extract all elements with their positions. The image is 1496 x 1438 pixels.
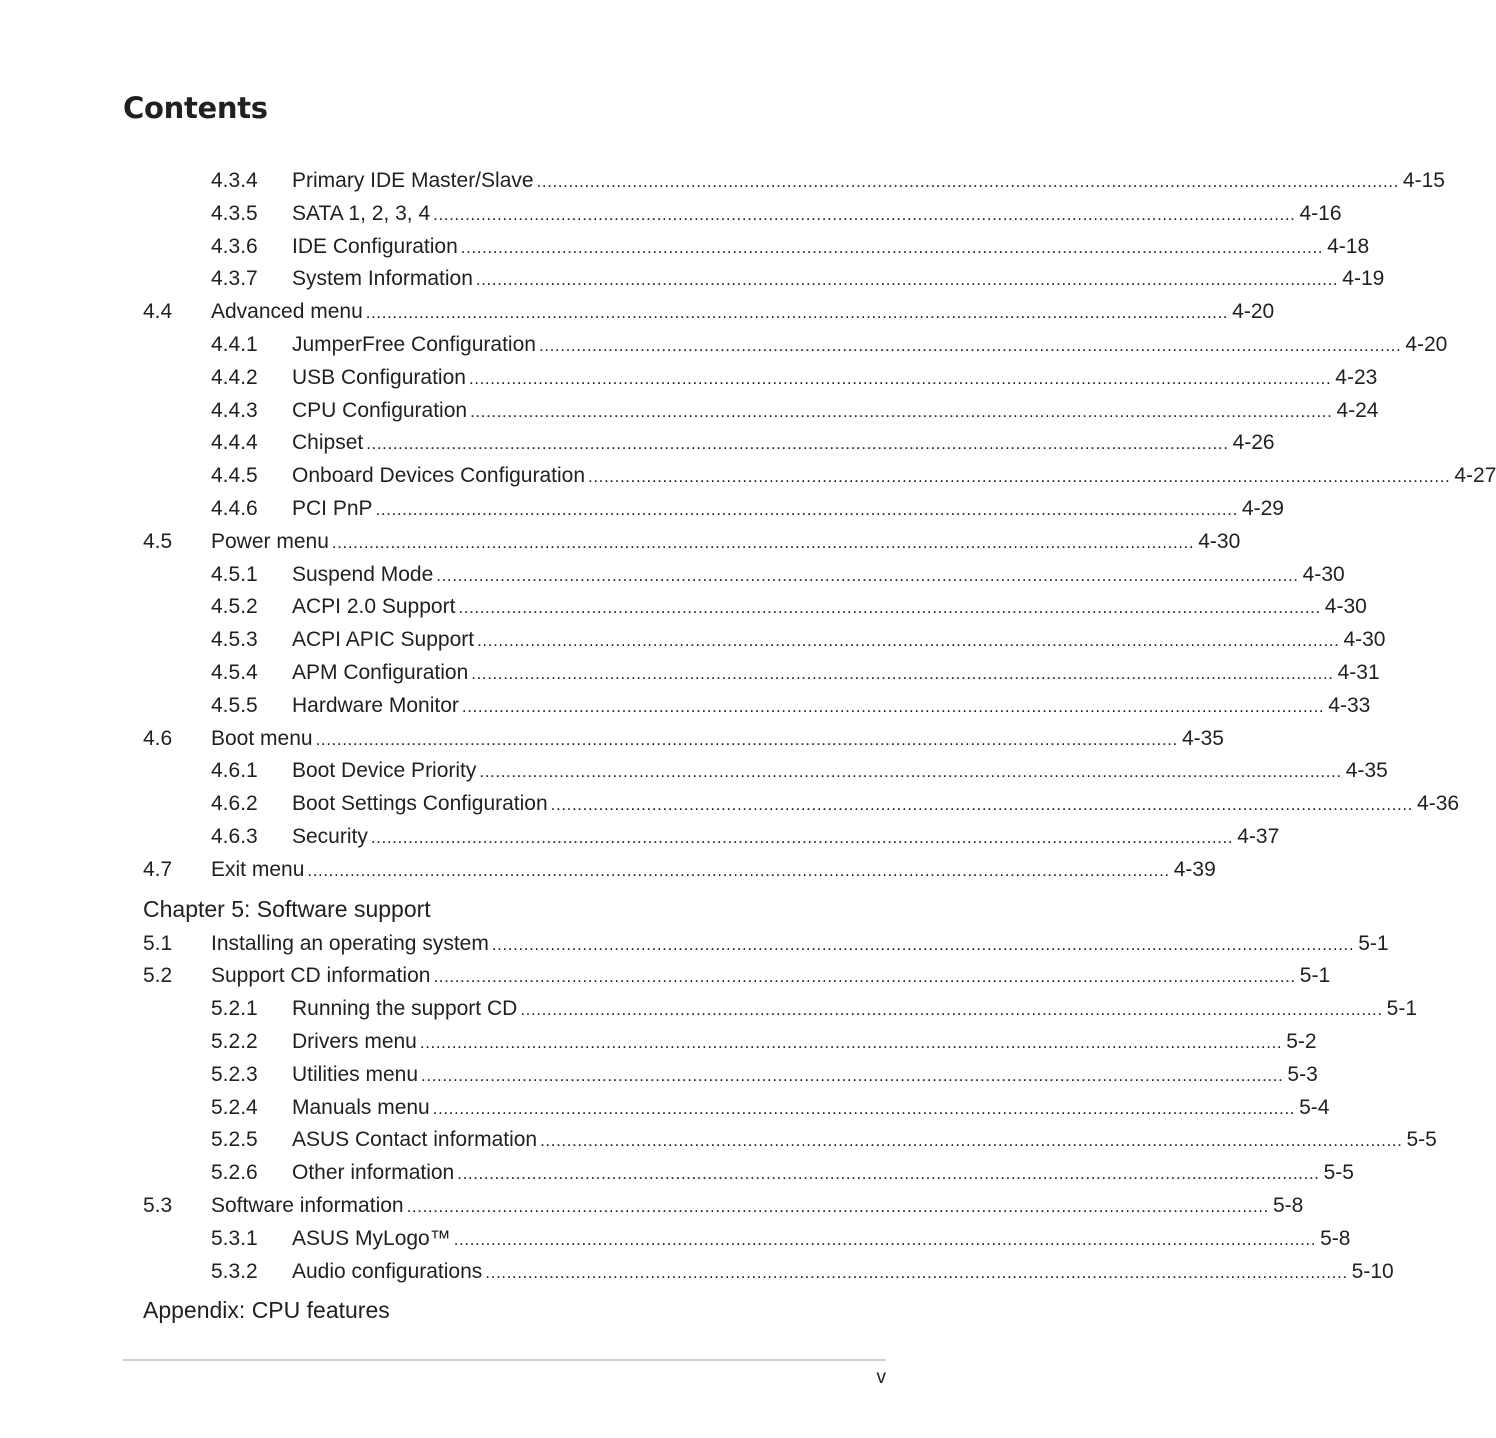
toc-entry[interactable] (211, 428, 1275, 458)
page-reference: 5-8 (1272, 1194, 1304, 1217)
section-number: 4.5.4 (211, 661, 258, 684)
chapter-heading: Chapter 5: Software support (143, 896, 431, 922)
section-title: Software information (211, 1194, 404, 1217)
section-title: Security (292, 825, 368, 848)
page-reference: 4-33 (1328, 694, 1371, 717)
section-number: 4.3.6 (211, 235, 258, 258)
section-number: 5.2.5 (211, 1128, 258, 1151)
section-title: Suspend Mode (292, 563, 434, 586)
section-title: Manuals menu (292, 1096, 430, 1119)
toc-entry[interactable] (143, 961, 1331, 991)
page-reference: 5-4 (1299, 1096, 1330, 1119)
toc-entry[interactable] (211, 1093, 1330, 1123)
section-number: 5.2.4 (211, 1096, 258, 1119)
section-title: Drivers menu (292, 1030, 417, 1053)
page-reference: 4-20 (1405, 333, 1448, 356)
toc-entry[interactable] (211, 330, 1448, 360)
toc-entry[interactable] (211, 789, 1460, 819)
section-number: 4.5 (143, 530, 173, 553)
section-number: 5.2.2 (211, 1030, 258, 1053)
section-title: Hardware Monitor (292, 694, 459, 717)
page-reference: 4-37 (1237, 825, 1280, 848)
section-title: Boot Device Priority (292, 759, 477, 782)
section-number: 4.4.4 (211, 431, 258, 454)
footer-divider (123, 1359, 886, 1361)
section-title: Utilities menu (292, 1063, 419, 1086)
section-number: 4.6.1 (211, 759, 258, 782)
leader-dots: .................................................................................................................................................................. (491, 935, 1355, 954)
leader-dots: .................................................................................................................................................................. (588, 467, 1451, 486)
page-reference: 4-18 (1327, 235, 1370, 258)
section-title: SATA 1, 2, 3, 4 (292, 202, 431, 225)
leader-dots: .................................................................................................................................................................. (432, 1099, 1296, 1118)
page-reference: 5-1 (1299, 964, 1331, 987)
page-reference: 5-1 (1386, 997, 1418, 1020)
page-reference: 4-27 (1454, 464, 1496, 487)
leader-dots: .................................................................................................................................................................. (457, 1164, 1320, 1183)
toc-entry[interactable] (211, 396, 1379, 426)
page-reference: 4-39 (1173, 858, 1216, 881)
leader-dots: .................................................................................................................................................................. (461, 697, 1325, 716)
section-number: 5.3.2 (211, 1260, 258, 1283)
page-reference: 4-31 (1337, 661, 1380, 684)
section-number: 5.2.3 (211, 1063, 258, 1086)
section-title: Running the support CD (292, 997, 518, 1020)
page-reference: 5-2 (1286, 1030, 1317, 1053)
leader-dots: .................................................................................................................................................................. (307, 861, 1170, 880)
toc-entry[interactable] (211, 658, 1380, 688)
section-number: 4.6.3 (211, 825, 258, 848)
toc-entry[interactable] (211, 166, 1445, 196)
leader-dots: .................................................................................................................................................................. (433, 967, 1296, 986)
leader-dots: .................................................................................................................................................................. (315, 730, 1178, 749)
section-title: ASUS Contact information (292, 1128, 538, 1151)
section-title: System Information (292, 267, 473, 290)
leader-dots: .................................................................................................................................................................. (470, 402, 1333, 421)
page-reference: 4-16 (1299, 202, 1342, 225)
page-reference: 5-1 (1358, 932, 1389, 955)
section-number: 5.2 (143, 964, 173, 987)
page-reference: 5-8 (1320, 1227, 1351, 1250)
leader-dots: .................................................................................................................................................................. (550, 795, 1414, 814)
page-reference: 4-24 (1336, 399, 1379, 422)
section-title: USB Configuration (292, 366, 466, 389)
leader-dots: .................................................................................................................................................................. (421, 1066, 1284, 1085)
toc-entry[interactable] (143, 527, 1241, 557)
toc-entry[interactable] (211, 625, 1386, 655)
page-reference: 4-36 (1417, 792, 1460, 815)
toc-entry[interactable] (211, 994, 1418, 1024)
toc-entry[interactable] (211, 560, 1345, 590)
section-title: Primary IDE Master/Slave (292, 169, 534, 192)
leader-dots: .................................................................................................................................................................. (433, 205, 1296, 224)
section-title: Boot Settings Configuration (292, 792, 548, 815)
section-title: ASUS MyLogo™ (292, 1227, 451, 1250)
toc-entry[interactable] (211, 592, 1367, 622)
toc-entry[interactable] (211, 1257, 1394, 1287)
page-reference: 4-23 (1335, 366, 1378, 389)
section-title: Audio configurations (292, 1260, 483, 1283)
leader-dots: .................................................................................................................................................................. (536, 172, 1399, 191)
leader-dots: .................................................................................................................................................................. (331, 533, 1195, 552)
leader-dots: .................................................................................................................................................................. (477, 631, 1340, 650)
section-title: JumperFree Configuration (292, 333, 536, 356)
page-reference: 4-19 (1342, 267, 1385, 290)
leader-dots: .................................................................................................................................................................. (485, 1263, 1348, 1282)
page-reference: 4-30 (1324, 595, 1367, 618)
leader-dots: .................................................................................................................................................................. (406, 1197, 1269, 1216)
toc-entry[interactable] (211, 1224, 1351, 1254)
section-number: 4.4.1 (211, 333, 258, 356)
leader-dots: .................................................................................................................................................................. (468, 369, 1332, 388)
leader-dots: .................................................................................................................................................................. (365, 303, 1229, 322)
leader-dots: .................................................................................................................................................................. (370, 828, 1234, 847)
toc-entry[interactable] (143, 297, 1275, 327)
toc-entry[interactable] (143, 855, 1216, 885)
section-title: PCI PnP (292, 497, 373, 520)
section-number: 4.6.2 (211, 792, 258, 815)
page-reference: 5-5 (1323, 1161, 1354, 1184)
page-reference: 5-5 (1406, 1128, 1437, 1151)
section-title: ACPI APIC Support (292, 628, 475, 651)
page-number: v (876, 1367, 886, 1388)
section-title: Other information (292, 1161, 455, 1184)
section-number: 4.4.2 (211, 366, 258, 389)
leader-dots: .................................................................................................................................................................. (366, 434, 1229, 453)
section-number: 4.3.5 (211, 202, 258, 225)
toc-entry[interactable] (211, 756, 1388, 786)
section-number: 4.4.5 (211, 464, 258, 487)
page-reference: 4-35 (1345, 759, 1388, 782)
section-title: Support CD information (211, 964, 431, 987)
section-title: Power menu (211, 530, 329, 553)
toc-entry[interactable] (211, 822, 1280, 852)
toc-entry[interactable] (211, 691, 1371, 721)
toc-entry[interactable] (211, 199, 1342, 229)
chapter-heading: Appendix: CPU features (143, 1297, 390, 1323)
page-reference: 4-30 (1343, 628, 1386, 651)
section-number: 4.3.7 (211, 267, 258, 290)
toc-entry[interactable] (211, 1158, 1354, 1188)
toc-entry[interactable] (211, 232, 1370, 262)
section-number: 5.3.1 (211, 1227, 258, 1250)
section-title: Onboard Devices Configuration (292, 464, 585, 487)
section-title: Exit menu (211, 858, 305, 881)
toc-entry[interactable] (211, 1125, 1437, 1155)
section-title: Chipset (292, 431, 364, 454)
section-number: 4.4 (143, 300, 173, 323)
leader-dots: .................................................................................................................................................................. (540, 1131, 1403, 1150)
section-title: CPU Configuration (292, 399, 468, 422)
page-reference: 4-15 (1402, 169, 1445, 192)
leader-dots: .................................................................................................................................................................. (520, 1000, 1383, 1019)
leader-dots: .................................................................................................................................................................. (475, 270, 1339, 289)
leader-dots: .................................................................................................................................................................. (419, 1033, 1283, 1052)
toc-entry[interactable] (143, 724, 1224, 754)
toc-entry[interactable] (211, 494, 1284, 524)
section-number: 5.3 (143, 1194, 173, 1217)
page-reference: 5-3 (1287, 1063, 1318, 1086)
leader-dots: .................................................................................................................................................................. (471, 664, 1334, 683)
toc-entry[interactable] (143, 1191, 1304, 1221)
leader-dots: .................................................................................................................................................................. (538, 336, 1402, 355)
leader-dots: .................................................................................................................................................................. (458, 598, 1321, 617)
section-number: 4.4.6 (211, 497, 258, 520)
section-title: ACPI 2.0 Support (292, 595, 456, 618)
page-reference: 4-30 (1302, 563, 1345, 586)
section-title: Advanced menu (211, 300, 363, 323)
leader-dots: .................................................................................................................................................................. (479, 762, 1342, 781)
toc-entry[interactable] (143, 929, 1389, 959)
section-number: 5.2.6 (211, 1161, 258, 1184)
toc-entry[interactable] (211, 363, 1378, 393)
leader-dots: .................................................................................................................................................................. (375, 500, 1238, 519)
toc-entry[interactable] (211, 264, 1385, 294)
page-reference: 4-29 (1241, 497, 1284, 520)
section-number: 4.5.2 (211, 595, 258, 618)
leader-dots: .................................................................................................................................................................. (436, 566, 1299, 585)
toc-entry[interactable] (211, 1060, 1318, 1090)
toc-entry[interactable] (211, 1027, 1317, 1057)
page-reference: 4-30 (1198, 530, 1241, 553)
section-title: IDE Configuration (292, 235, 458, 258)
section-number: 4.5.1 (211, 563, 258, 586)
section-number: 4.6 (143, 727, 173, 750)
section-title: APM Configuration (292, 661, 469, 684)
page-reference: 4-20 (1232, 300, 1275, 323)
section-number: 5.1 (143, 932, 173, 955)
section-title: Installing an operating system (211, 932, 489, 955)
section-number: 5.2.1 (211, 997, 258, 1020)
section-number: 4.4.3 (211, 399, 258, 422)
page-reference: 4-35 (1181, 727, 1224, 750)
page-reference: 5-10 (1351, 1260, 1394, 1283)
section-number: 4.5.5 (211, 694, 258, 717)
section-number: 4.5.3 (211, 628, 258, 651)
section-title: Boot menu (211, 727, 313, 750)
section-number: 4.3.4 (211, 169, 258, 192)
toc-entry[interactable] (211, 461, 1496, 491)
leader-dots: .................................................................................................................................................................. (453, 1230, 1317, 1249)
page-title: Contents (123, 91, 268, 125)
page-reference: 4-26 (1232, 431, 1275, 454)
section-number: 4.7 (143, 858, 173, 881)
leader-dots: .................................................................................................................................................................. (460, 238, 1324, 257)
